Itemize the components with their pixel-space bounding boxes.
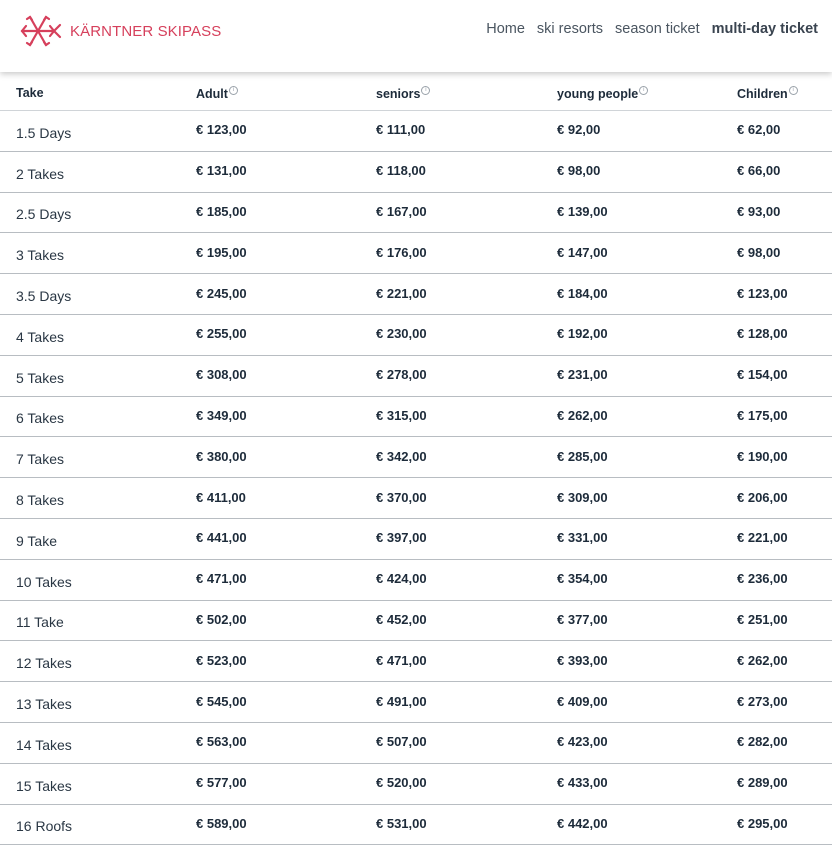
header-duration-label: Take — [16, 86, 44, 100]
duration-cell: 4 Takes — [0, 314, 196, 355]
info-icon[interactable]: i — [639, 86, 648, 95]
children-price-cell: € 128,00 — [737, 314, 832, 355]
table-row — [0, 192, 832, 233]
table-row — [0, 722, 832, 763]
duration-cell: 3 Takes — [0, 233, 196, 274]
youth-price-cell: € 409,00 — [557, 682, 737, 723]
duration-cell: 16 Roofs — [0, 804, 196, 845]
table-header-row — [0, 76, 832, 111]
youth-price-cell: € 393,00 — [557, 641, 737, 682]
children-price-cell: € 175,00 — [737, 396, 832, 437]
adult-price-cell: € 441,00 — [196, 518, 376, 559]
adult-price-cell: € 185,00 — [196, 192, 376, 233]
table-row — [0, 151, 832, 192]
youth-price-cell: € 377,00 — [557, 600, 737, 641]
table-row — [0, 600, 832, 641]
seniors-price-cell: € 424,00 — [376, 559, 557, 600]
youth-price-cell: € 92,00 — [557, 111, 737, 152]
children-price-cell: € 206,00 — [737, 478, 832, 519]
table-row — [0, 763, 832, 804]
seniors-price-cell: € 230,00 — [376, 314, 557, 355]
children-price-cell: € 236,00 — [737, 559, 832, 600]
adult-price-cell: € 131,00 — [196, 151, 376, 192]
youth-price-cell: € 262,00 — [557, 396, 737, 437]
children-price-cell: € 221,00 — [737, 518, 832, 559]
youth-price-cell: € 423,00 — [557, 722, 737, 763]
children-price-cell: € 251,00 — [737, 600, 832, 641]
youth-price-cell: € 192,00 — [557, 314, 737, 355]
seniors-price-cell: € 471,00 — [376, 641, 557, 682]
duration-cell: 12 Takes — [0, 641, 196, 682]
duration-cell: 1.5 Days — [0, 111, 196, 152]
children-price-cell: € 273,00 — [737, 682, 832, 723]
table-row — [0, 274, 832, 315]
adult-price-cell: € 545,00 — [196, 682, 376, 723]
seniors-price-cell: € 118,00 — [376, 151, 557, 192]
duration-cell: 13 Takes — [0, 682, 196, 723]
duration-cell: 2 Takes — [0, 151, 196, 192]
info-icon[interactable]: i — [229, 86, 238, 95]
price-table-container — [0, 76, 832, 845]
seniors-price-cell: € 176,00 — [376, 233, 557, 274]
children-price-cell: € 62,00 — [737, 111, 832, 152]
seniors-price-cell: € 507,00 — [376, 722, 557, 763]
adult-price-cell: € 349,00 — [196, 396, 376, 437]
table-row — [0, 314, 832, 355]
table-row — [0, 518, 832, 559]
children-price-cell: € 154,00 — [737, 355, 832, 396]
duration-cell: 2.5 Days — [0, 192, 196, 233]
children-price-cell: € 289,00 — [737, 763, 832, 804]
nav-ski-resorts[interactable]: ski resorts — [536, 21, 603, 37]
seniors-price-cell: € 167,00 — [376, 192, 557, 233]
header-duration — [0, 76, 196, 111]
seniors-price-cell: € 111,00 — [376, 111, 557, 152]
adult-price-cell: € 255,00 — [196, 314, 376, 355]
youth-price-cell: € 139,00 — [557, 192, 737, 233]
adult-price-cell: € 411,00 — [196, 478, 376, 519]
seniors-price-cell: € 315,00 — [376, 396, 557, 437]
table-row — [0, 804, 832, 845]
brand-name: KÄRNTNER SKIPASS — [70, 22, 222, 40]
snowflake-logo-icon — [14, 9, 62, 53]
seniors-price-cell: € 520,00 — [376, 763, 557, 804]
adult-price-cell: € 245,00 — [196, 274, 376, 315]
children-price-cell: € 93,00 — [737, 192, 832, 233]
youth-price-cell: € 442,00 — [557, 804, 737, 845]
youth-price-cell: € 285,00 — [557, 437, 737, 478]
price-table — [0, 76, 832, 845]
header-children — [737, 76, 832, 111]
seniors-price-cell: € 370,00 — [376, 478, 557, 519]
youth-price-cell: € 184,00 — [557, 274, 737, 315]
header-youth — [557, 76, 737, 111]
duration-cell: 15 Takes — [0, 763, 196, 804]
adult-price-cell: € 308,00 — [196, 355, 376, 396]
nav-multi-day-ticket[interactable]: multi-day ticket — [711, 21, 818, 37]
adult-price-cell: € 577,00 — [196, 763, 376, 804]
header-children-label: Children — [737, 86, 788, 101]
duration-cell: 8 Takes — [0, 478, 196, 519]
table-row — [0, 111, 832, 152]
nav-season-ticket[interactable]: season ticket — [615, 21, 700, 37]
seniors-price-cell: € 221,00 — [376, 274, 557, 315]
table-row — [0, 641, 832, 682]
seniors-price-cell: € 452,00 — [376, 600, 557, 641]
info-icon[interactable]: i — [421, 86, 430, 95]
nav-home[interactable]: Home — [486, 21, 525, 37]
table-row — [0, 437, 832, 478]
seniors-price-cell: € 278,00 — [376, 355, 557, 396]
adult-price-cell: € 563,00 — [196, 722, 376, 763]
adult-price-cell: € 523,00 — [196, 641, 376, 682]
header-seniors — [376, 76, 557, 111]
youth-price-cell: € 147,00 — [557, 233, 737, 274]
youth-price-cell: € 98,00 — [557, 151, 737, 192]
duration-cell: 7 Takes — [0, 437, 196, 478]
table-row — [0, 478, 832, 519]
children-price-cell: € 282,00 — [737, 722, 832, 763]
table-row — [0, 233, 832, 274]
header-seniors-label: seniors — [376, 86, 421, 101]
children-price-cell: € 98,00 — [737, 233, 832, 274]
duration-cell: 6 Takes — [0, 396, 196, 437]
table-row — [0, 559, 832, 600]
duration-cell: 5 Takes — [0, 355, 196, 396]
youth-price-cell: € 231,00 — [557, 355, 737, 396]
seniors-price-cell: € 491,00 — [376, 682, 557, 723]
brand-logo-link[interactable] — [14, 9, 221, 53]
duration-cell: 14 Takes — [0, 722, 196, 763]
youth-price-cell: € 354,00 — [557, 559, 737, 600]
adult-price-cell: € 502,00 — [196, 600, 376, 641]
adult-price-cell: € 589,00 — [196, 804, 376, 845]
seniors-price-cell: € 342,00 — [376, 437, 557, 478]
duration-cell: 3.5 Days — [0, 274, 196, 315]
header-youth-label: young people — [557, 86, 639, 101]
youth-price-cell: € 331,00 — [557, 518, 737, 559]
adult-price-cell: € 471,00 — [196, 559, 376, 600]
children-price-cell: € 190,00 — [737, 437, 832, 478]
children-price-cell: € 295,00 — [737, 804, 832, 845]
children-price-cell: € 262,00 — [737, 641, 832, 682]
duration-cell: 11 Take — [0, 600, 196, 641]
seniors-price-cell: € 397,00 — [376, 518, 557, 559]
adult-price-cell: € 195,00 — [196, 233, 376, 274]
header-adult — [196, 76, 376, 111]
main-nav — [480, 21, 824, 37]
duration-cell: 9 Take — [0, 518, 196, 559]
table-row — [0, 682, 832, 723]
info-icon[interactable]: i — [789, 86, 798, 95]
seniors-price-cell: € 531,00 — [376, 804, 557, 845]
table-row — [0, 355, 832, 396]
duration-cell: 10 Takes — [0, 559, 196, 600]
children-price-cell: € 123,00 — [737, 274, 832, 315]
children-price-cell: € 66,00 — [737, 151, 832, 192]
youth-price-cell: € 309,00 — [557, 478, 737, 519]
table-row — [0, 396, 832, 437]
site-header — [0, 0, 832, 72]
price-table-body — [0, 111, 832, 845]
adult-price-cell: € 380,00 — [196, 437, 376, 478]
youth-price-cell: € 433,00 — [557, 763, 737, 804]
header-adult-label: Adult — [196, 86, 228, 101]
adult-price-cell: € 123,00 — [196, 111, 376, 152]
